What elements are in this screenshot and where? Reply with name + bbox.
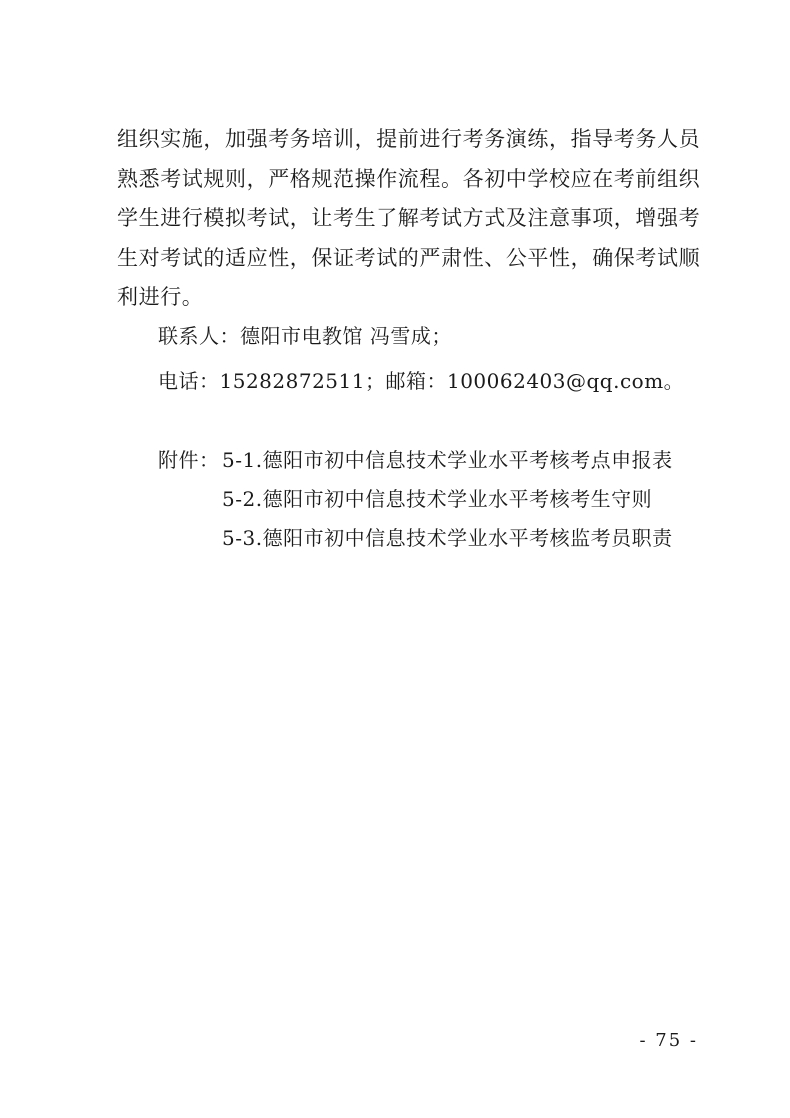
body-line: 熟悉考试规则，严格规范操作流程。各初中学校应在考前组织 (117, 166, 701, 191)
page-number: - 75 - (639, 1030, 698, 1051)
attachment-item: 5-1.德阳市初中信息技术学业水平考核考点申报表 (222, 448, 673, 472)
contact-person: 联系人：德阳市电教馆 冯雪成； (158, 324, 452, 348)
attachments-label: 附件： (158, 448, 220, 472)
body-line: 生对考试的适应性，保证考试的严肃性、公平性，确保考试顺 (117, 245, 701, 270)
body-line: 利进行。 (117, 285, 204, 309)
attachment-item: 5-3.德阳市初中信息技术学业水平考核监考员职责 (222, 526, 673, 550)
body-line: 学生进行模拟考试，让考生了解考试方式及注意事项，增强考 (117, 206, 701, 230)
contact-phone-email: 电话：15282872511；邮箱：100062403@qq.com。 (158, 369, 685, 393)
attachment-item: 5-2.德阳市初中信息技术学业水平考核考生守则 (222, 487, 653, 511)
body-line: 组织实施，加强考务培训，提前进行考务演练，指导考务人员 (117, 127, 701, 151)
body-paragraph (117, 120, 707, 318)
